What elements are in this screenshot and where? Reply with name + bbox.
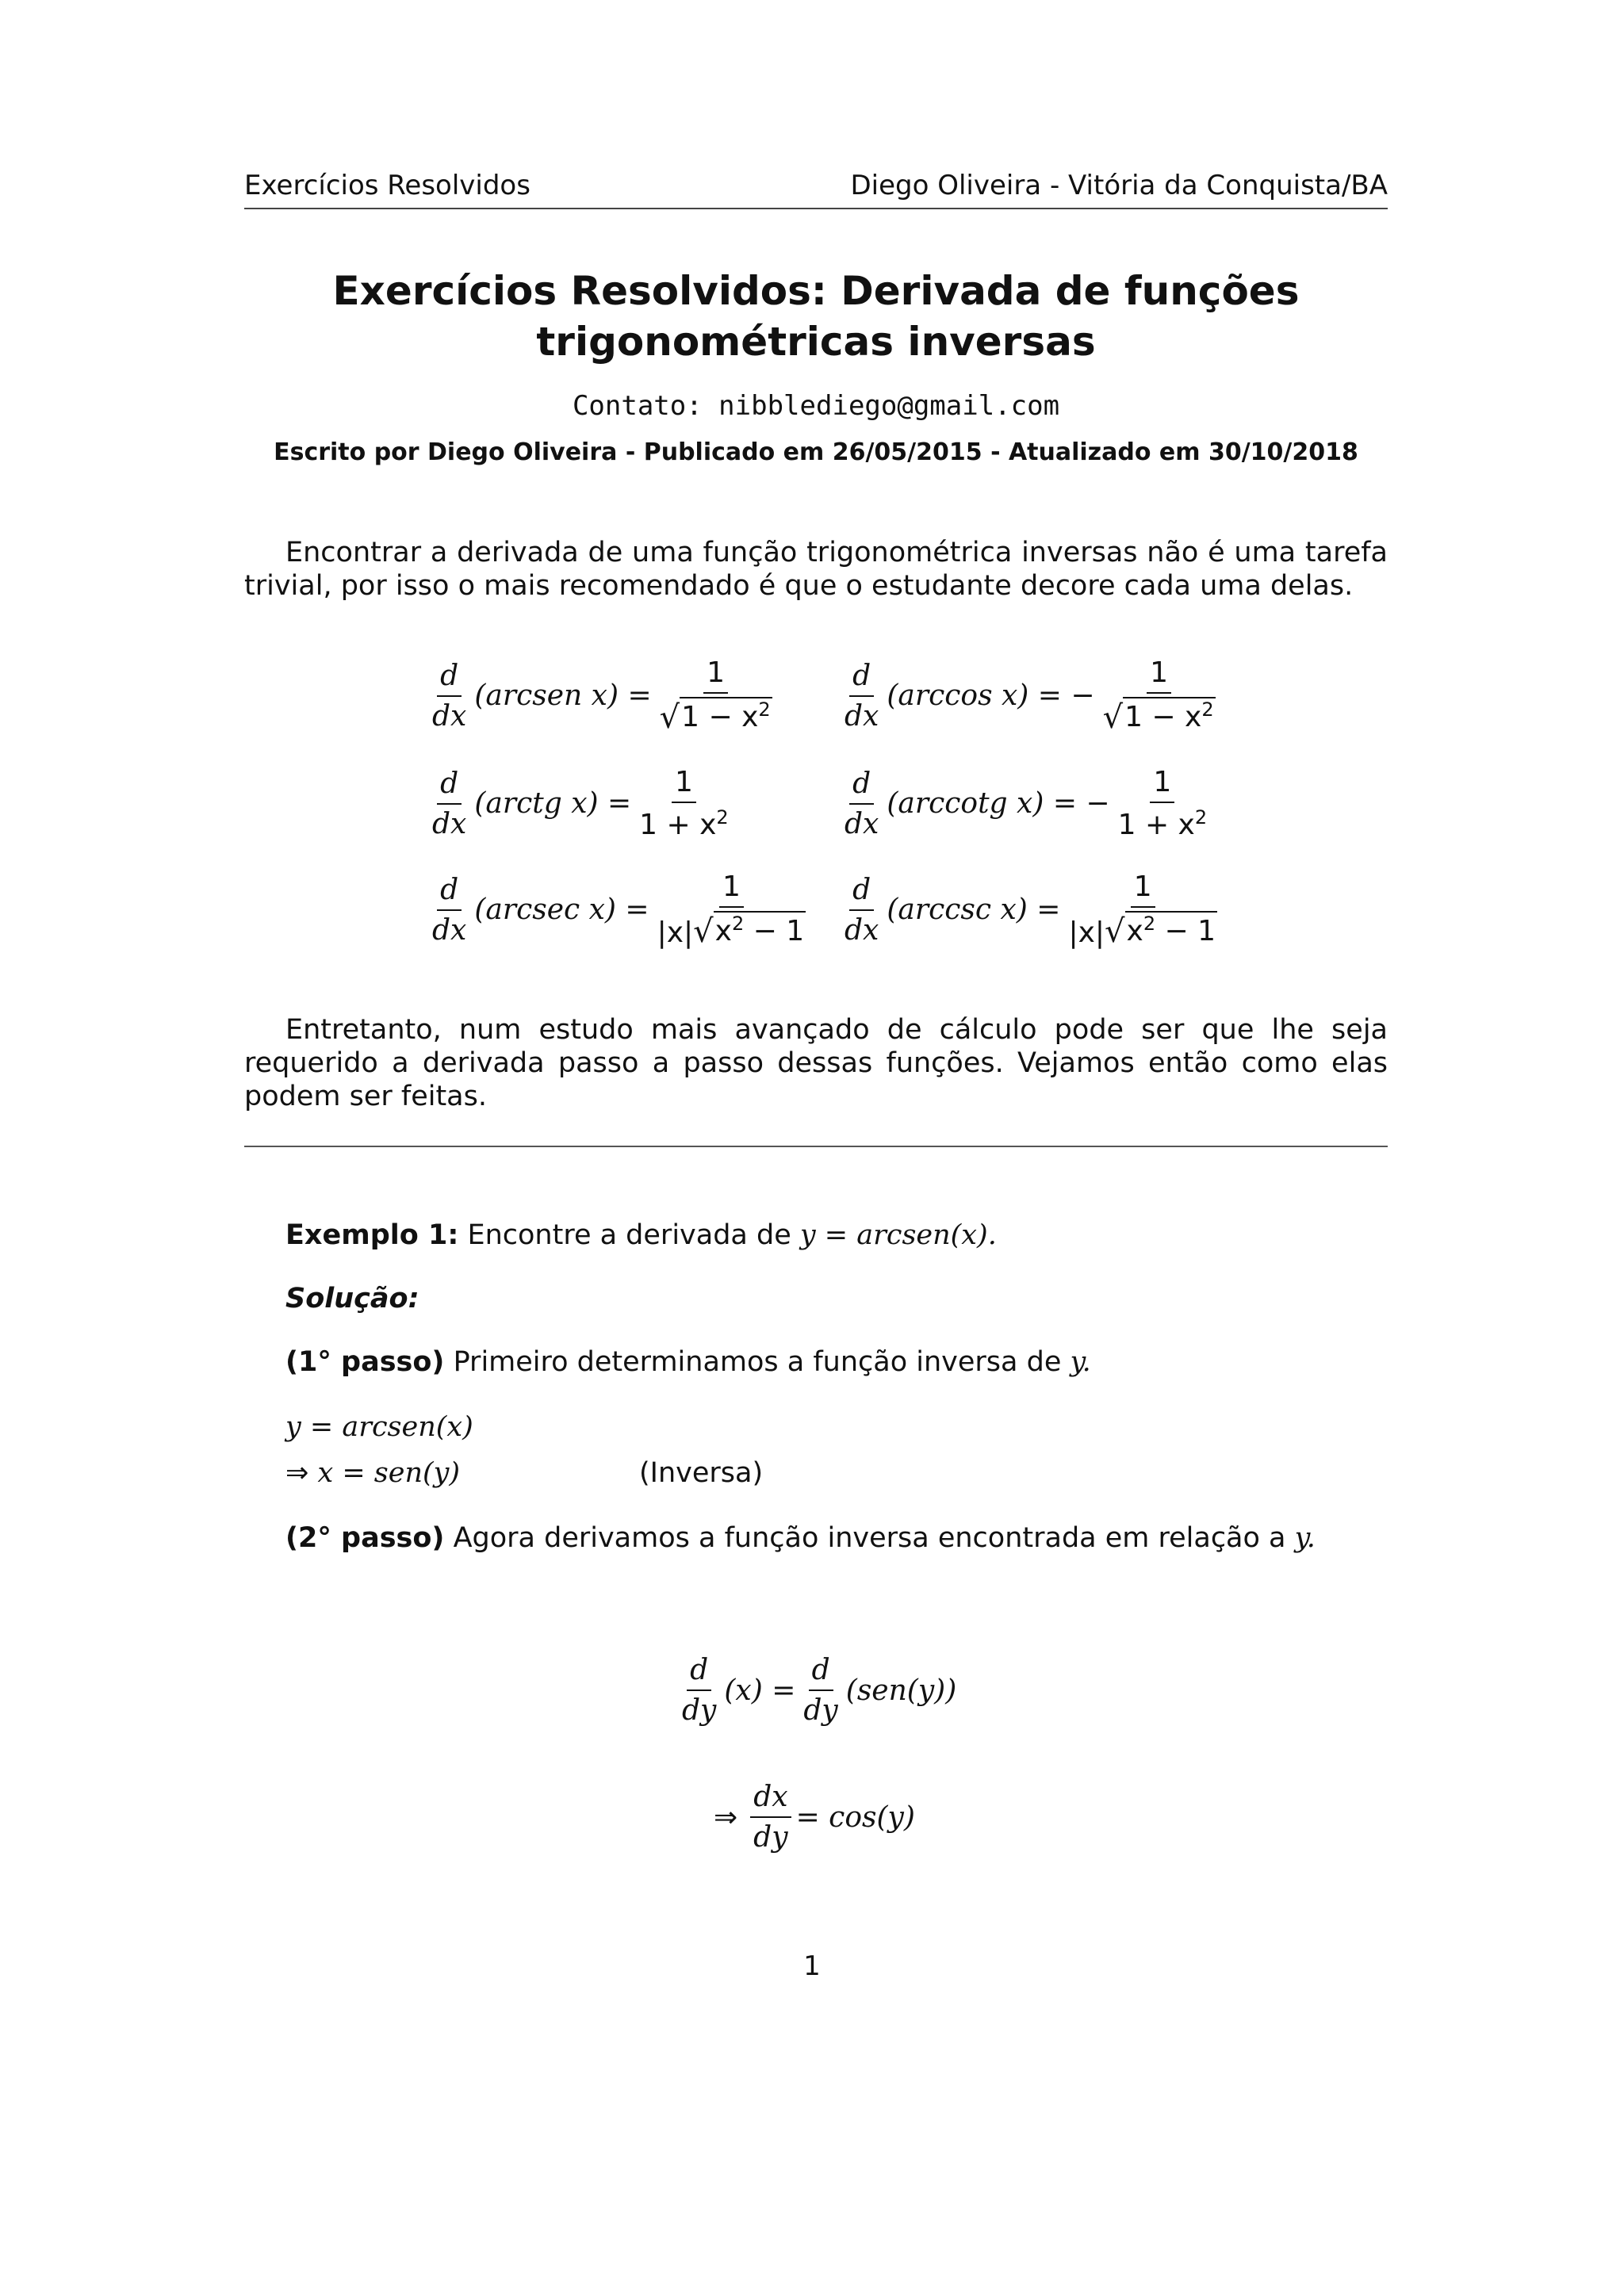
formula-arccotg: $\frac{d}{dx}$ (arccotg x) = − $\frac{1}{1 + x^2}$ (845, 766, 1208, 841)
example-1-statement: Exemplo 1: Encontre a derivada de y = arcsen(x). (285, 1219, 997, 1251)
second-paragraph (244, 1013, 1388, 1113)
formula-arctg: $\frac{d}{dx}$ (arctg x) = $\frac{1}{1 + x^2}$ (432, 766, 729, 841)
step-1-equation-b: ⇒ x = sen(y) (285, 1457, 461, 1489)
example-label: Exemplo 1: (285, 1219, 459, 1251)
intro-paragraph (244, 536, 1388, 603)
title-line-1: Exercícios Resolvidos: Derivada de funções (332, 268, 1300, 314)
header-author-location: Diego Oliveira - Vitória da Conquista/BA (850, 170, 1388, 201)
example-expression: y = arcsen(x). (799, 1219, 997, 1251)
step-1-equation-a: y = arcsen(x) (285, 1411, 473, 1443)
step-2: (2° passo) Agora derivamos a função inversa encontrada em relação a y. (285, 1522, 1316, 1554)
document-title (244, 266, 1388, 367)
intro-text: Encontrar a derivada de uma função trigonométrica inversas não é uma tarefa trivial, por isso o mais recomendado é que o estudante decore cada uma delas. (244, 537, 1388, 602)
section-divider (244, 1146, 1388, 1147)
byline: Escrito por Diego Oliveira - Publicado em 26/05/2015 - Atualizado em 30/10/2018 (274, 438, 1358, 466)
second-paragraph-text: Entretanto, num estudo mais avançado de cálculo pode ser que lhe seja requerido a derivada passo a passo dessas funções. Vejamos então como elas podem ser feitas. (244, 1014, 1388, 1112)
title-line-2: trigonométricas inversas (536, 319, 1096, 365)
formula-arccos: $\frac{d}{dx}$ (arccos x) = − 1 √ $1 - x^2$ (845, 656, 1214, 736)
header-left-title: Exercícios Resolvidos (244, 170, 530, 201)
derivation-equation-1: $\frac{d}{dy}$ (x) = $\frac{d}{dy}$ (sen(y)) (682, 1654, 957, 1727)
derivation-equation-2: ⇒ $\frac{dx}{dy}$ = cos(y) (714, 1781, 915, 1854)
page-number: 1 (803, 1950, 821, 1982)
page-header (244, 170, 1388, 209)
step-1: (1° passo) Primeiro determinamos a função inversa de y. (285, 1346, 1091, 1378)
formula-arcsen: $\frac{d}{dx}$ (arcsen x) = 1 √ $1 - x^2$ (432, 656, 771, 736)
formula-arcsec: $\frac{d}{dx}$ (arcsec x) = 1 |x| √ $x^2 - 1$ (432, 871, 805, 950)
formula-arccsc: $\frac{d}{dx}$ (arccsc x) = 1 |x| √ $x^2 - 1$ (845, 871, 1216, 950)
solution-label: Solução: (285, 1283, 419, 1314)
contact-line: Contato: nibblediego@gmail.com (572, 390, 1060, 422)
inverse-note: (Inversa) (639, 1457, 764, 1489)
